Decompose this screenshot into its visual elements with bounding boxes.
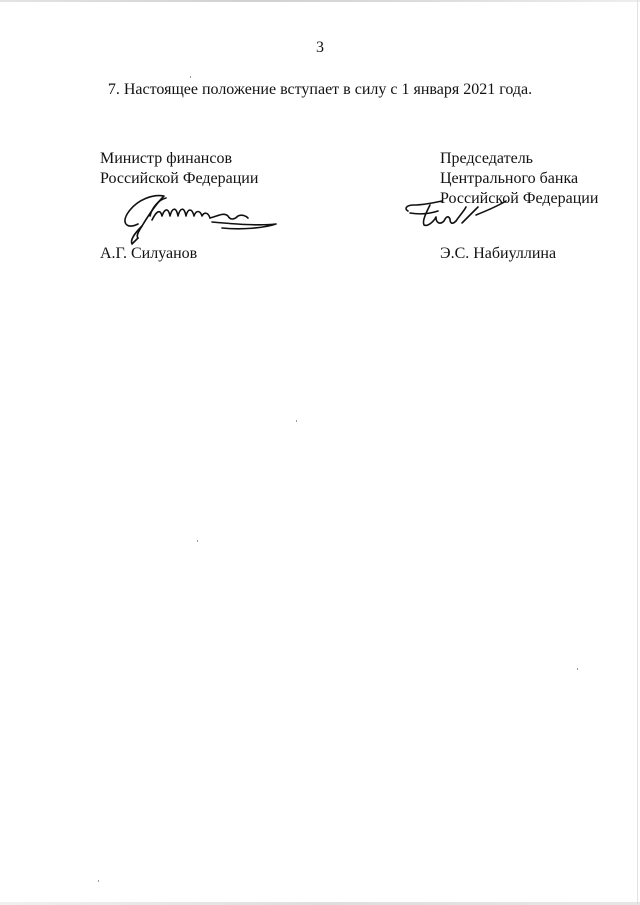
page-number: 3 xyxy=(316,39,324,56)
signatory-left-title-line-2: Российской Федерации xyxy=(100,170,259,187)
signature-left xyxy=(112,186,280,246)
scan-speck xyxy=(98,880,99,882)
scan-speck xyxy=(197,540,198,542)
signatory-left-title-line-1: Министр финансов xyxy=(100,150,233,167)
scan-edge-right xyxy=(637,0,638,905)
signatory-right-title-line-1: Председатель xyxy=(440,150,533,167)
signature-right xyxy=(402,193,510,237)
signatory-left-name: А.Г. Силуанов xyxy=(100,245,198,262)
signatory-right-title-line-3: Российской Федерации xyxy=(440,190,599,207)
scan-speck xyxy=(296,420,297,422)
clause-text: 7. Настоящее положение вступает в силу с 1 января 2021 года. xyxy=(107,81,533,98)
signatory-left-title xyxy=(100,149,258,189)
signatory-right-name: Э.С. Набиуллина xyxy=(440,245,557,262)
scan-edge-top xyxy=(0,0,640,2)
scan-speck xyxy=(190,76,191,78)
signatory-right-title-line-2: Центрального банка xyxy=(440,170,579,187)
scan-speck xyxy=(577,668,578,670)
